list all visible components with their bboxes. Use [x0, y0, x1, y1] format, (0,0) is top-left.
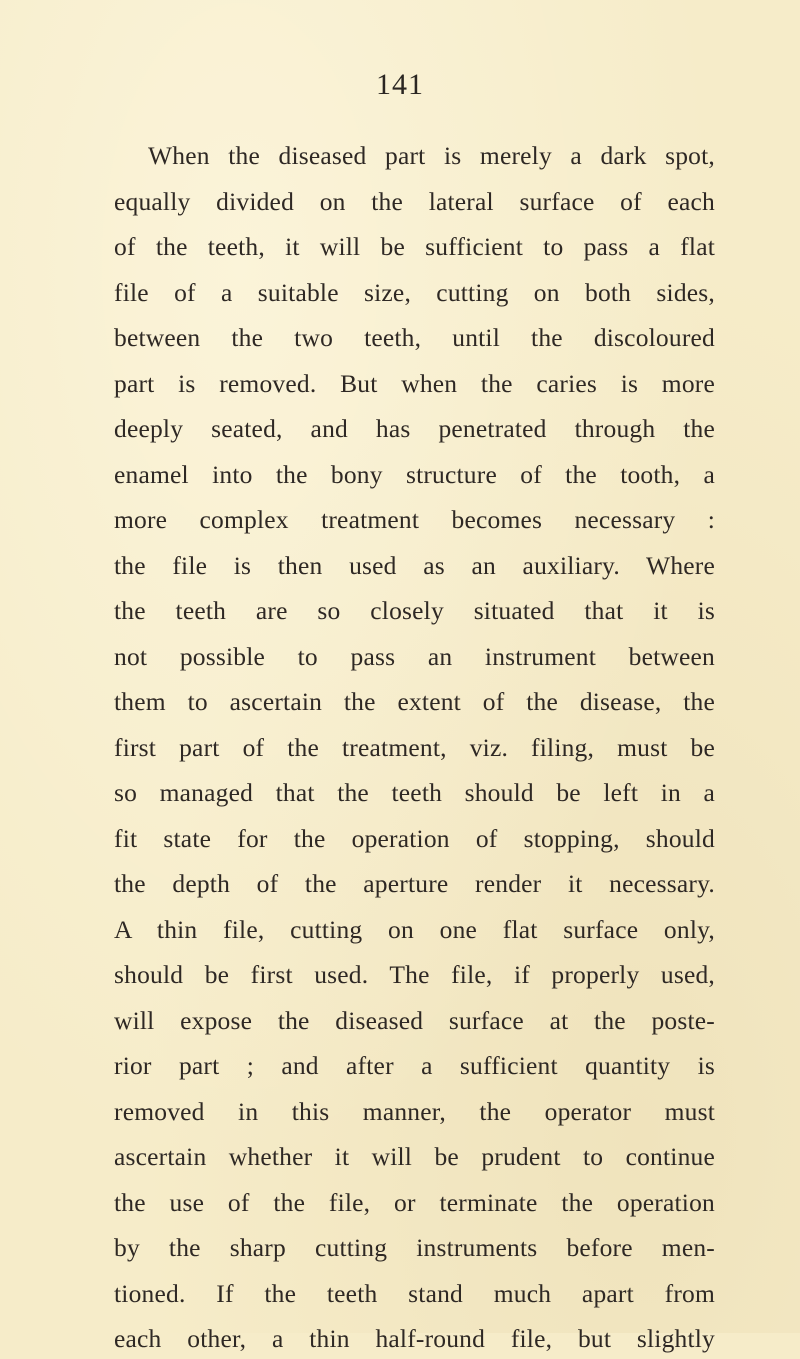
- text-line: first part of the treatment, viz. filing, must be: [114, 732, 715, 762]
- text-line: between the two teeth, until the discoloured: [114, 323, 715, 352]
- text-line: tioned. If the teeth stand much apart from: [114, 1278, 715, 1308]
- text-line: When the diseased part is merely a dark spot,: [148, 141, 715, 170]
- text-line: removed in this manner, the operator must: [114, 1096, 715, 1126]
- text-line: rior part ; and after a sufficient quantity is: [114, 1051, 715, 1080]
- text-line: A thin file, cutting on one flat surface only,: [114, 914, 715, 944]
- text-line: ascertain whether it will be prudent to continue: [114, 1142, 715, 1171]
- text-line: by the sharp cutting instruments before men-: [114, 1233, 715, 1262]
- text-line: so managed that the teeth should be left in a: [114, 778, 715, 807]
- text-line: the depth of the aperture render it necessary.: [114, 869, 715, 898]
- text-line: them to ascertain the extent of the disease, the: [114, 687, 715, 716]
- text-line: file of a suitable size, cutting on both sides,: [114, 277, 715, 307]
- text-line: will expose the diseased surface at the poste-: [114, 1005, 715, 1035]
- text-line: enamel into the bony structure of the tooth, a: [114, 459, 715, 489]
- text-line: not possible to pass an instrument between: [114, 641, 715, 671]
- text-line: of the teeth, it will be sufficient to pass a flat: [114, 232, 715, 261]
- text-line: each other, a thin half-round file, but slightly: [114, 1324, 715, 1353]
- page-number: 141: [376, 68, 424, 101]
- text-line: the teeth are so closely situated that it is: [114, 596, 715, 625]
- text-line: equally divided on the lateral surface of each: [114, 186, 715, 216]
- text-line: more complex treatment becomes necessary :: [114, 505, 715, 534]
- text-line: fit state for the operation of stopping, should: [114, 823, 715, 853]
- text-line: should be first used. The file, if properly used,: [114, 960, 715, 989]
- text-line: deeply seated, and has penetrated through the: [114, 414, 715, 443]
- text-line: the file is then used as an auxiliary. Where: [114, 550, 715, 580]
- text-line: part is removed. But when the caries is more: [114, 368, 715, 398]
- text-line: the use of the file, or terminate the operation: [114, 1187, 715, 1217]
